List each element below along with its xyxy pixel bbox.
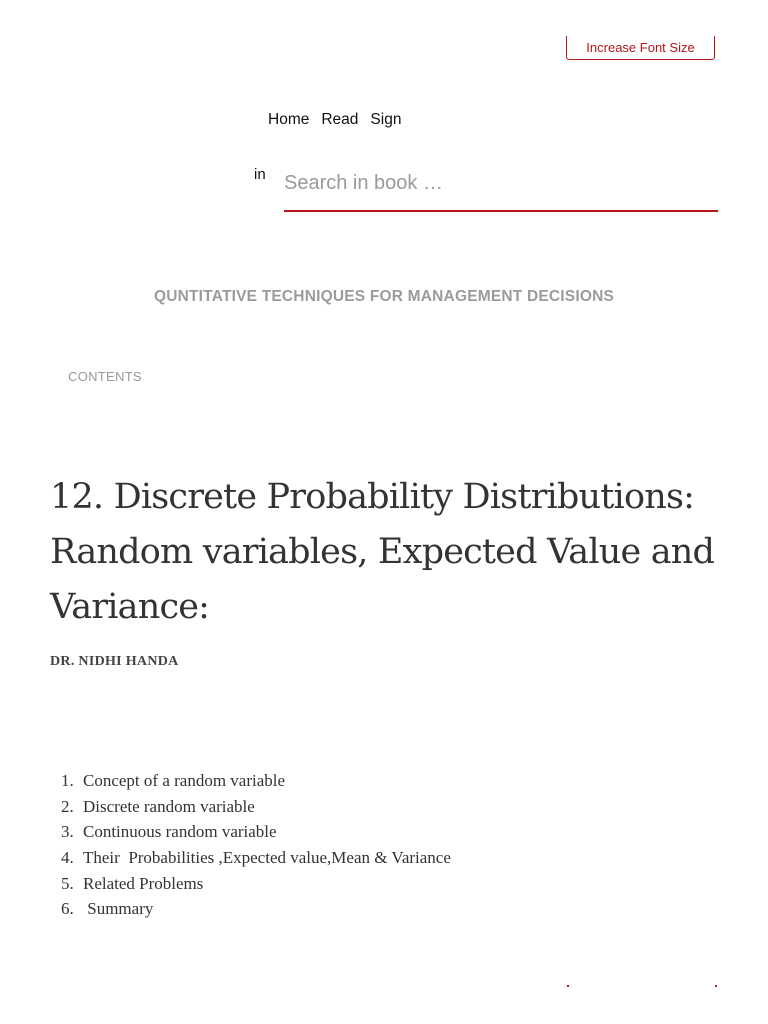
list-item-number: 3. [61,822,74,842]
top-nav [268,111,413,129]
list-item [61,845,451,871]
list-item-text: Summary [83,899,154,919]
list-item-text: Discrete random variable [83,796,255,816]
decorative-dot [715,985,717,987]
nav-home-link[interactable]: Home [268,111,310,128]
contents-link[interactable]: CONTENTS [68,369,142,384]
list-item-number: 1. [61,771,74,790]
list-item-text: Related Problems [83,873,204,893]
list-item-number: 4. [61,848,74,868]
book-title-link[interactable]: QUNTITATIVE TECHNIQUES FOR MANAGEMENT DECISIONS [153,288,615,305]
list-item [61,794,451,820]
list-item-number: 2. [61,796,74,816]
chapter-outline-list [61,768,451,922]
list-item-text: Concept of a random variable [83,771,286,790]
list-item-number: 6. [61,899,74,919]
increase-font-size-button[interactable]: Increase Font Size [566,36,715,60]
list-item [61,896,451,922]
list-item-text: Their Probabilities ,Expected value,Mean & Variance [83,848,451,868]
search-input[interactable] [284,156,718,212]
list-item [61,871,451,897]
chapter-author: DR. NIDHI HANDA [50,654,179,669]
list-item [61,819,451,845]
list-item [61,768,451,794]
decorative-dot [567,985,569,987]
list-item-number: 5. [61,873,74,893]
nav-sign-in-link-continued[interactable]: in [254,166,266,183]
nav-read-link[interactable]: Read [321,111,359,128]
list-item-text: Continuous random variable [83,822,277,842]
chapter-title: 12. Discrete Probability Distributions: Random variables, Expected Value and Variance: [50,477,715,627]
nav-sign-in-link[interactable]: Sign [370,111,402,128]
